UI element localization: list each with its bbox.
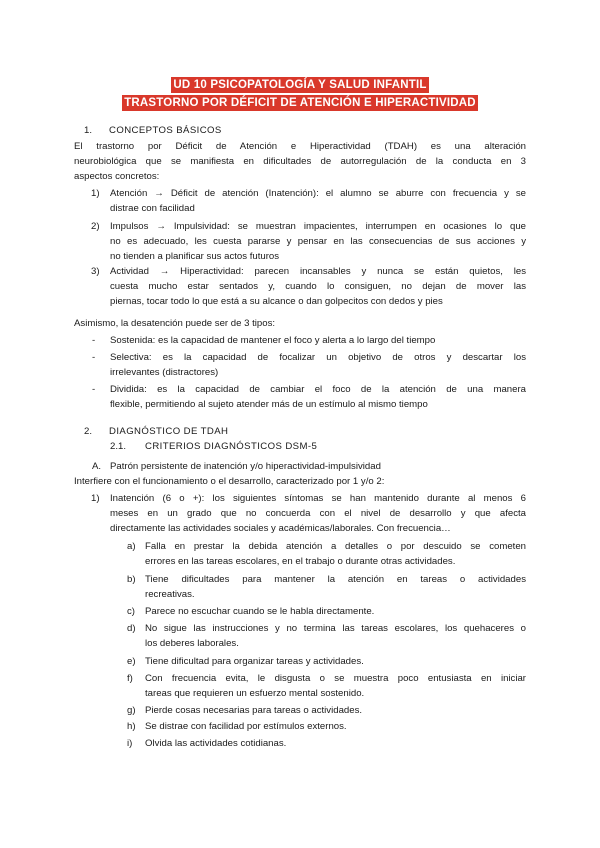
aspect-2-line-2: no es adecuado, les cuesta pararse y pensar en las consecuencias de sus acciones y: [110, 236, 526, 247]
symptom-e-line-1: Tiene dificultad para organizar tareas y actividades.: [145, 656, 364, 667]
criterion-a-text: Patrón persistente de inatención y/o hiperactividad-impulsividad: [110, 461, 381, 472]
aspect-3-line-1: Actividad → Hiperactividad: parecen incansables y nunca se están quietos, les: [110, 266, 526, 277]
title-line-1-wrap: [0, 75, 600, 93]
type-2-line-2: irrelevantes (distractores): [110, 367, 219, 378]
item-1-line-3: directamente las actividades sociales y académicas/laborales. Con frecuencia…: [110, 523, 451, 534]
aspect-1-line-2: distrae con facilidad: [110, 203, 195, 214]
aspect-3-marker: 3): [91, 266, 100, 277]
symptom-c-marker: c): [127, 606, 135, 617]
symptom-c-line-1: Parece no escuchar cuando se le habla directamente.: [145, 606, 375, 617]
type-3-marker: -: [92, 384, 96, 395]
type-1-line-1: Sostenida: es la capacidad de mantener el foco y alerta a lo largo del tiempo: [110, 335, 436, 346]
symptom-h-marker: h): [127, 721, 136, 732]
symptom-i-line-1: Olvida las actividades cotidianas.: [145, 738, 287, 749]
section-2-number: 2.: [84, 426, 93, 437]
symptom-d-line-2: los deberes laborales.: [145, 638, 239, 649]
symptom-b-marker: b): [127, 574, 136, 585]
title-line-2-wrap: [0, 93, 600, 111]
symptom-f-line-1: Con frecuencia evita, le disgusta o se muestra poco entusiasta en iniciar: [145, 673, 526, 684]
intro-line-1: El trastorno por Déficit de Atención e Hiperactividad (TDAH) es una alteración: [74, 141, 526, 152]
document-title-line-1: UD 10 PSICOPATOLOGÍA Y SALUD INFANTIL: [173, 79, 427, 91]
subsection-heading: CRITERIOS DIAGNÓSTICOS DSM-5: [145, 441, 318, 452]
symptom-d-marker: d): [127, 623, 136, 634]
intro-line-2: neurobiológica que se manifiesta en dificultades de autorregulación de la conducta en 3: [74, 156, 526, 167]
intro-line-3: aspectos concretos:: [74, 171, 160, 182]
symptom-f-marker: f): [127, 673, 133, 684]
symptom-g-line-1: Pierde cosas necesarias para tareas o actividades.: [145, 705, 363, 716]
symptom-a-marker: a): [127, 541, 136, 552]
aspect-1-marker: 1): [91, 188, 100, 199]
symptom-e-marker: e): [127, 656, 136, 667]
item-1-line-1: Inatención (6 o +): los siguientes síntomas se han mantenido durante al menos 6: [110, 493, 526, 504]
subsection-number: 2.1.: [110, 441, 127, 452]
section-1-heading: CONCEPTOS BÁSICOS: [109, 125, 222, 136]
type-3-line-2: flexible, permitiendo al sujeto atender más de un estímulo al mismo tiempo: [110, 399, 428, 410]
aspect-2-line-1: Impulsos → Impulsividad: se muestran impacientes, interrumpen en ocasiones lo que: [110, 221, 526, 232]
types-intro: Asimismo, la desatención puede ser de 3 tipos:: [74, 318, 276, 329]
type-3-line-1: Dividida: es la capacidad de cambiar el foco de la atención de una manera: [110, 384, 526, 395]
aspect-2-line-3: no tienden a planificar sus actos futuros: [110, 251, 280, 262]
section-2-heading: DIAGNÓSTICO DE TDAH: [109, 426, 229, 437]
symptom-i-marker: i): [127, 738, 133, 749]
type-2-marker: -: [92, 352, 96, 363]
aspect-3-line-3: piernas, tocar todo lo que está a su alcance o dan golpecitos con dedos y pies: [110, 296, 443, 307]
document-title-line-2: TRASTORNO POR DÉFICIT DE ATENCIÓN E HIPERACTIVIDAD: [124, 97, 476, 109]
aspect-3-line-2: cuesta mucho estar sentados y, cuando lo consiguen, no dejan de mover las: [110, 281, 526, 292]
aspect-2-marker: 2): [91, 221, 100, 232]
symptom-a-line-2: errores en las tareas escolares, en el trabajo o durante otras actividades.: [145, 556, 456, 567]
type-2-line-1: Selectiva: es la capacidad de focalizar un objetivo de otros y descartar los: [110, 352, 526, 363]
type-1-marker: -: [92, 335, 96, 346]
item-1-marker: 1): [91, 493, 100, 504]
item-1-line-2: meses en un grado que no concuerda con el nivel de desarrollo y que afecta: [110, 508, 526, 519]
criterion-a-marker: A.: [92, 461, 102, 472]
symptom-a-line-1: Falla en prestar la debida atención a detalles o por descuido se cometen: [145, 541, 526, 552]
symptom-h-line-1: Se distrae con facilidad por estímulos externos.: [145, 721, 347, 732]
symptom-g-marker: g): [127, 705, 136, 716]
interferes-text: Interfiere con el funcionamiento o el desarrollo, caracterizado por 1 y/o 2:: [74, 476, 385, 487]
symptom-f-line-2: tareas que requieren un esfuerzo mental sostenido.: [145, 688, 365, 699]
section-1-number: 1.: [84, 125, 93, 136]
symptom-d-line-1: No sigue las instrucciones y no termina las tareas escolares, los quehaceres o: [145, 623, 526, 634]
symptom-b-line-1: Tiene dificultades para mantener la atención en tareas o actividades: [145, 574, 526, 585]
aspect-1-line-1: Atención → Déficit de atención (Inatención): el alumno se aburre con frecuencia y se: [110, 188, 526, 199]
symptom-b-line-2: recreativas.: [145, 589, 195, 600]
